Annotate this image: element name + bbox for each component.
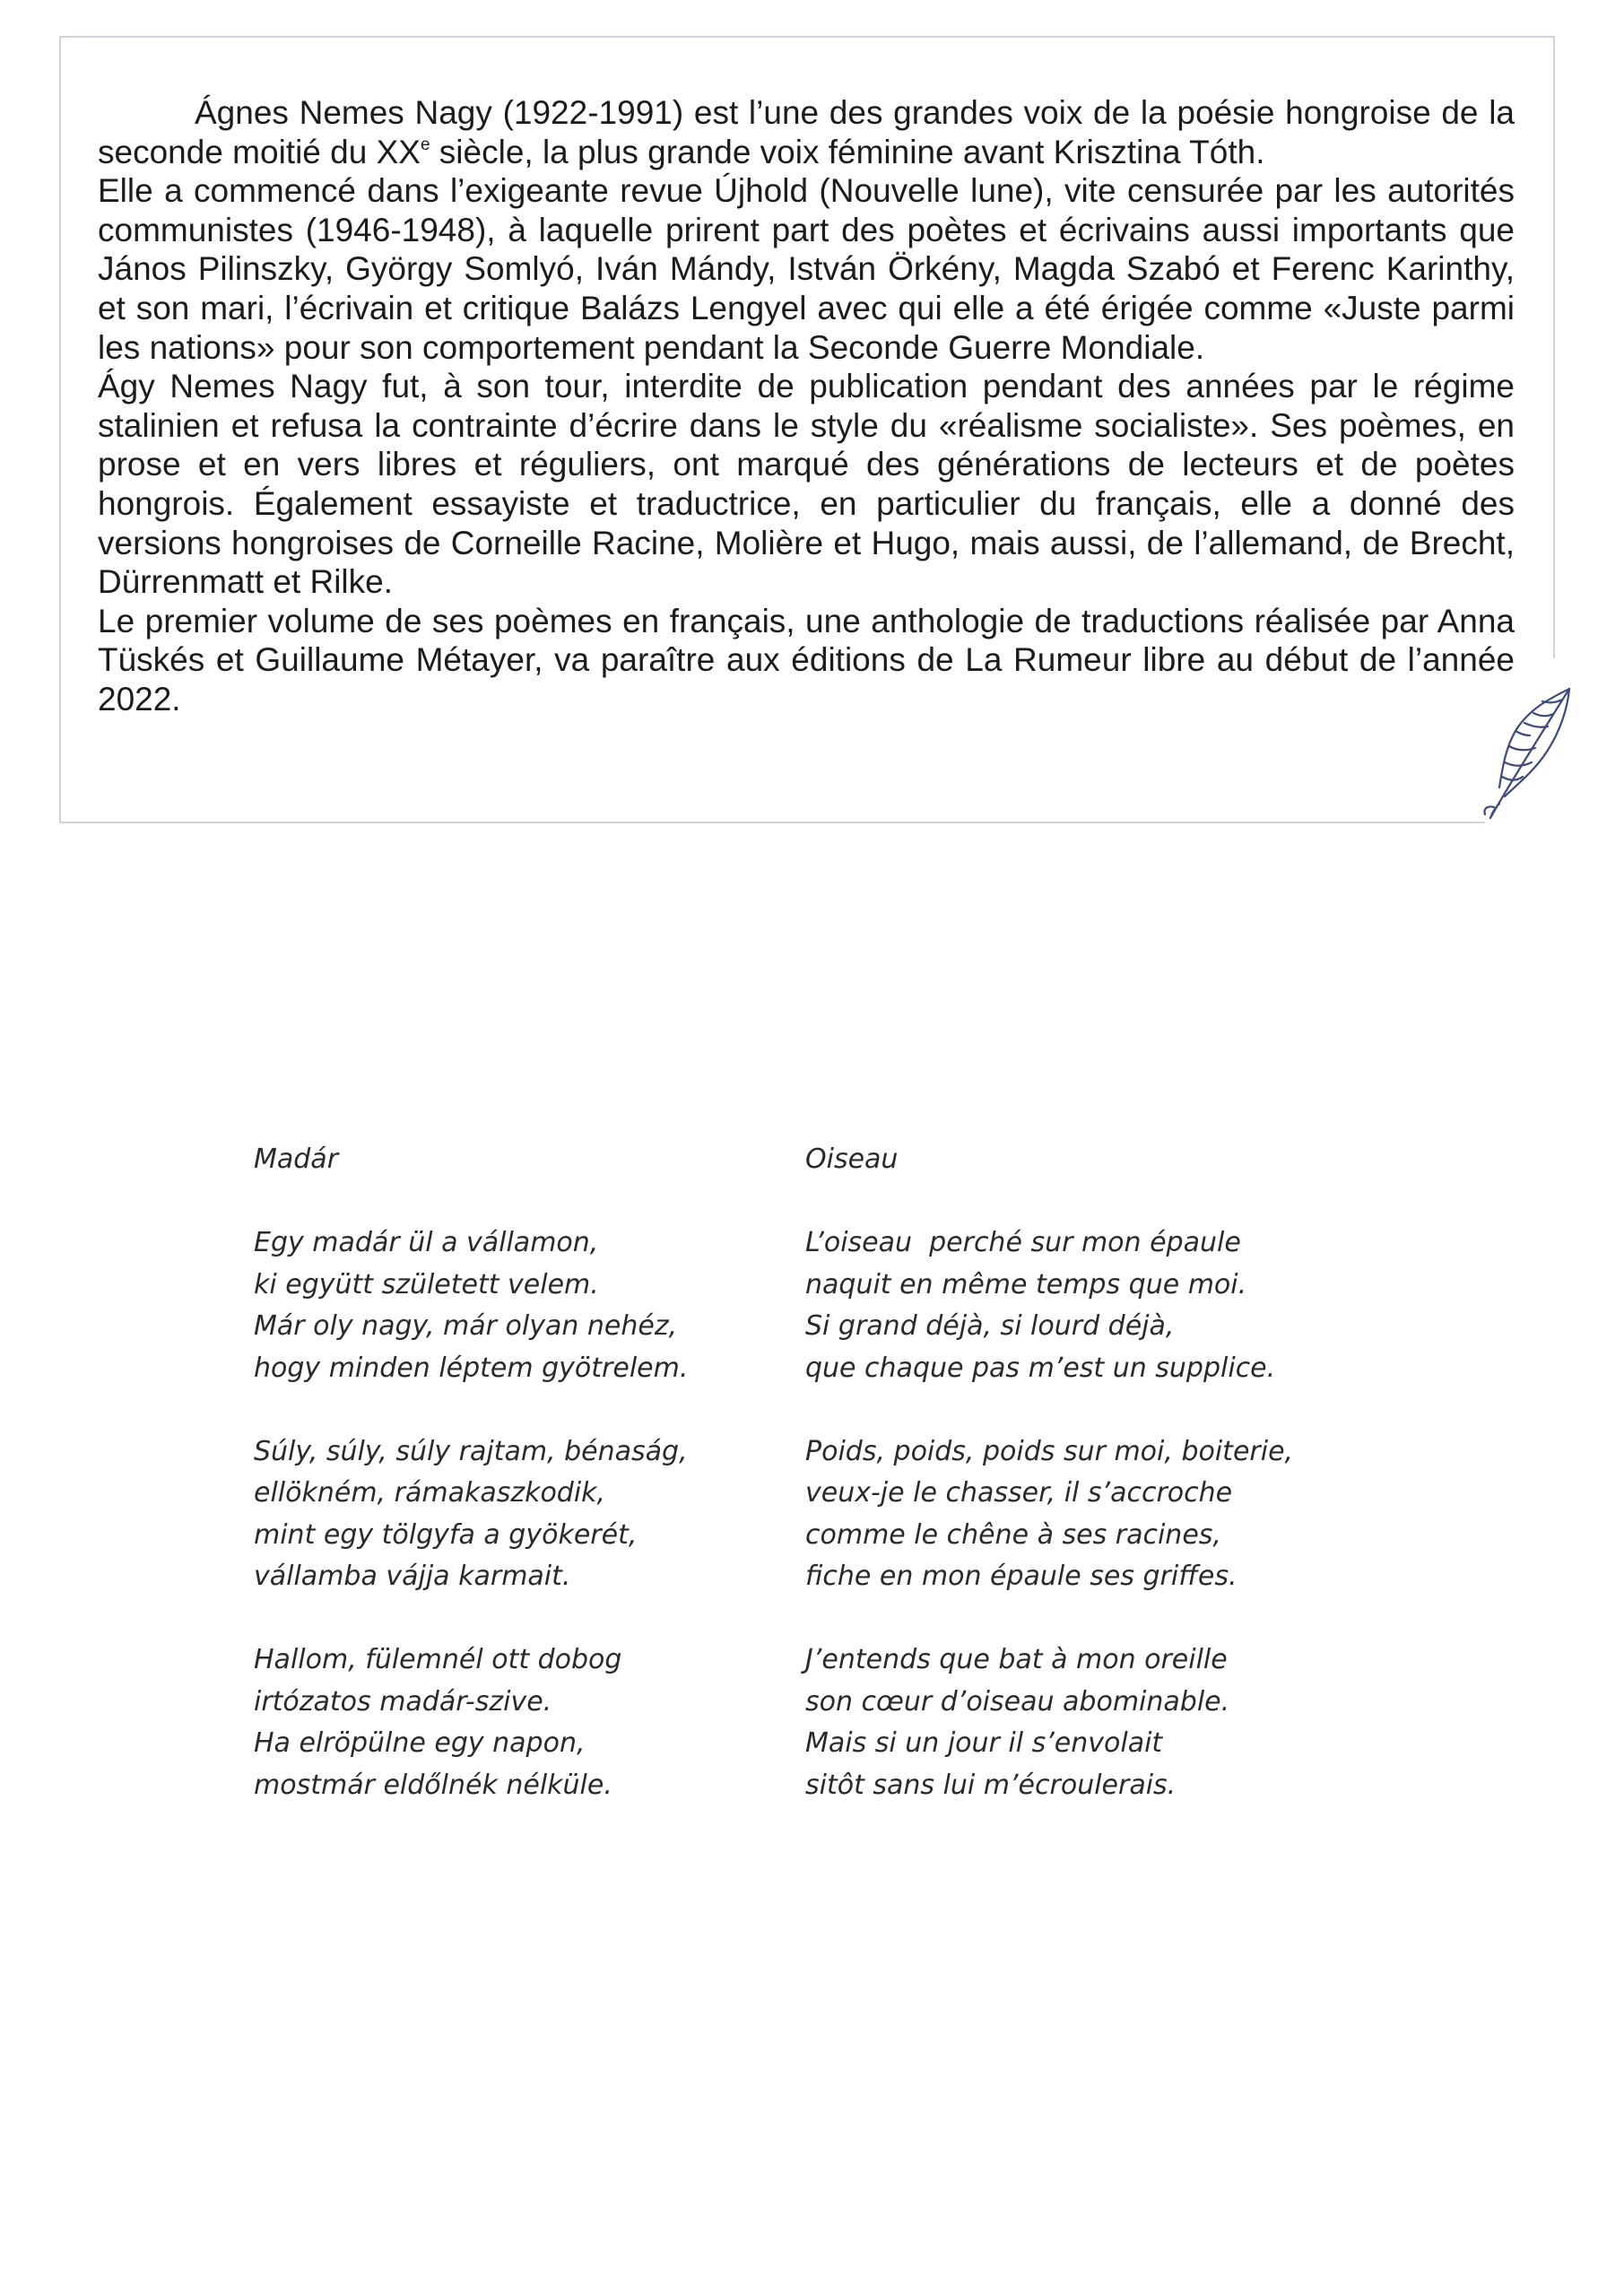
verse: veux-je le chasser, il s’accroche (805, 1477, 1233, 1509)
verse: vállamba vájja karmait. (254, 1561, 571, 1592)
verse: Mais si un jour il s’envolait (805, 1727, 1163, 1759)
frame-edge-right (1553, 36, 1555, 658)
biography-text (98, 93, 1515, 719)
poem-original-stanza-3 (254, 1639, 756, 1806)
verse: Hallom, fülemnél ott dobog (254, 1644, 622, 1675)
verse: que chaque pas m’est un supplice. (805, 1352, 1276, 1384)
bio-paragraph-1-tail: siècle, la plus grande voix féminine avant Krisztina Tóth. (430, 133, 1265, 170)
verse: ki együtt született velem. (254, 1268, 599, 1300)
bio-paragraph-2: Elle a commencé dans l’exigeante revue Újhold (Nouvelle lune), vite censurée par les autorités communistes (1946-1948), à laquelle prirent part des poètes et écrivains aussi importants que János Pilinszky, György Somlyó, Iván Mándy, István Örkény, Magda Szabó et Ferenc Karinthy, et son mari, l’écrivain et critique Balázs Lengyel avec qui elle a été érigée comme «Juste parmi les nations» pour son comportement pendant la Seconde Guerre Mondiale. (98, 172, 1515, 366)
poem-translation-stanza-2 (805, 1431, 1361, 1598)
verse: Si grand déjà, si lourd déjà, (805, 1310, 1175, 1342)
verse: mostmár eldőlnék nélküle. (254, 1769, 612, 1801)
poem-translation-title: Oiseau (805, 1144, 899, 1175)
verse: ellökném, rámakaszkodik, (254, 1477, 606, 1509)
bio-paragraph-1-text: Ágnes Nemes Nagy (1922-1991) est l’une des grandes voix de la poésie hongroise de la seconde moitié du XX (98, 94, 1515, 170)
century-superscript: e (420, 135, 430, 154)
verse: Poids, poids, poids sur moi, boiterie, (805, 1435, 1294, 1467)
poem-translation-stanza-1 (805, 1222, 1361, 1389)
verse: naquit en même temps que moi. (805, 1268, 1247, 1300)
quill-feather-icon (1480, 682, 1578, 825)
poem-original-stanza-2 (254, 1431, 756, 1598)
verse: sitôt sans lui m’écroulerais. (805, 1769, 1177, 1801)
verse: son cœur d’oiseau abominable. (805, 1685, 1230, 1718)
verse: Egy madár ül a vállamon, (254, 1227, 599, 1258)
verse: Már oly nagy, már olyan nehéz, (254, 1310, 678, 1342)
bio-paragraph-4: Le premier volume de ses poèmes en français, une anthologie de traductions réalisée par Anna Tüskés et Guillaume Métayer, va paraître aux éditions de La Rumeur libre au début de l’année 2022. (98, 602, 1515, 718)
poem-original-title: Madár (254, 1144, 339, 1175)
verse: Súly, súly, súly rajtam, bénaság, (254, 1435, 688, 1467)
verse: L’oiseau perché sur mon épaule (805, 1227, 1241, 1258)
poem-original-stanza-1 (254, 1222, 756, 1389)
bio-paragraph-1 (98, 93, 1515, 171)
verse: comme le chêne à ses racines, (805, 1518, 1221, 1551)
poem-translation-column (805, 1139, 1361, 1848)
verse: irtózatos madár-szive. (254, 1685, 552, 1718)
poem-original-column (254, 1139, 756, 1848)
verse: hogy minden léptem gyötrelem. (254, 1352, 689, 1384)
frame-edge-bottom (59, 822, 1485, 823)
bio-paragraph-3: Ágy Nemes Nagy fut, à son tour, interdite de publication pendant des années par le régime stalinien et refusa la contrainte d’écrire dans le style du «réalisme socialiste». Ses poèmes, en prose et en vers libres et réguliers, ont marqué des générations de lecteurs et de poètes hongrois. Également essayiste et traductrice, en particulier du français, elle a donné des versions hongroises de Corneille Racine, Molière et Hugo, mais aussi, de l’allemand, de Brecht, Dürrenmatt et Rilke. (98, 368, 1515, 601)
verse: mint egy tölgyfa a gyökerét, (254, 1518, 638, 1551)
poem-translation-stanza-3 (805, 1639, 1361, 1806)
verse: fiche en mon épaule ses griffes. (805, 1561, 1238, 1592)
verse: Ha elröpülne egy napon, (254, 1727, 586, 1759)
verse: J’entends que bat à mon oreille (805, 1644, 1228, 1675)
